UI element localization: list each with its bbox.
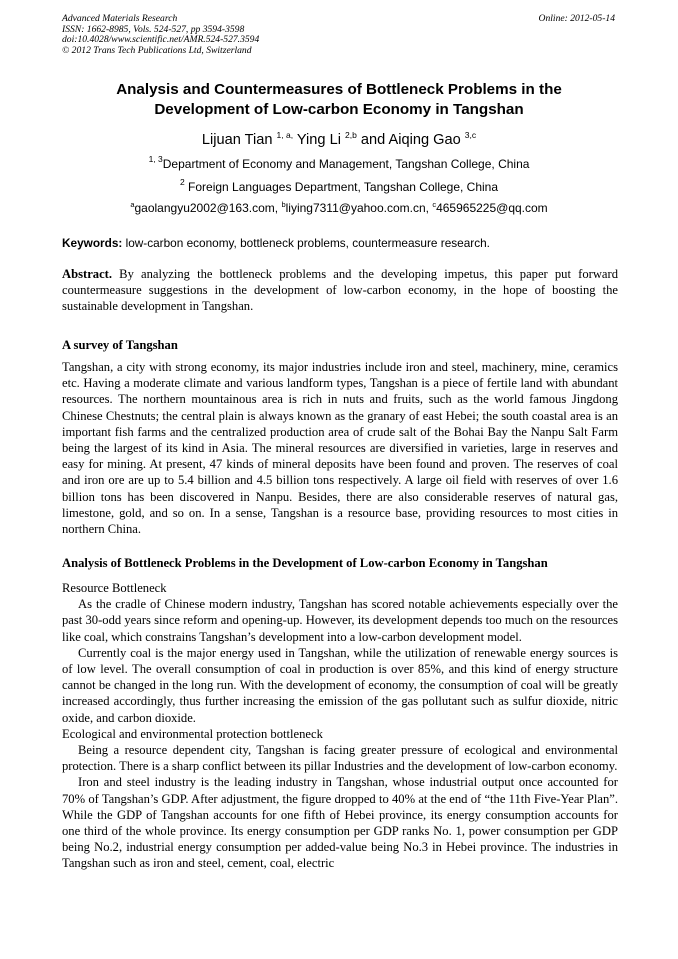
email-a-sup: a [130, 200, 135, 209]
issn-line: ISSN: 1662-8985, Vols. 524-527, pp 3594-3598 [62, 23, 245, 35]
title-line-1: Analysis and Countermeasures of Bottleneck Problems in the [116, 81, 562, 98]
author-2-sup: 2,b [345, 130, 357, 140]
section-1-paragraph: Tangshan, a city with strong economy, its major industries include iron and steel, machinery, mine, ceramics etc. Having a moderate climate and various landform types, Tangshan is a piece of fertile land with abundant resources. The northern mountainous area is rich in nuts and fruits, such as the world famous Jingdong Chinese Chestnuts; the central plain is always known as the granary of east Hebei; the south coastal area is an important fish farms and the centralized production area of crude salt of the Bohai Bay the Nanpu Salt Farm being the largest of its kind in Asia. The mineral resources are diversified in varieties, large in reserves and easy for mining. At present, 47 kinds of mineral deposits have been found and proven. The reserves of coal and iron ore are up to 5.4 billion and 4.5 billion tons respectively. A large oil field with reserves of over 1.6 billion tons has been discovered in Nanpu. Besides, there are also considerable reserves of natural gas, limestone, gold, and so on. In a sense, Tangshan is a resource base, providing resources to most cities in northern China. [62, 360, 618, 537]
email-a[interactable]: gaolangyu2002@163.com, [134, 201, 282, 215]
keywords-label: Keywords: [62, 236, 123, 250]
author-1-name: Lijuan Tian [201, 132, 277, 148]
abstract-label: Abstract. [62, 267, 113, 281]
affiliation-2-text: Foreign Languages Department, Tangshan College, China [184, 180, 499, 194]
email-b[interactable]: liying7311@yahoo.com.cn, [285, 201, 433, 215]
paragraph-coal: Currently coal is the major energy used in Tangshan, while the utilization of renewable energy sources is of low level. The overall consumption of coal in production is over 85%, and this kind of energy structure cannot be changed in the long run. With the development of economy, the consumption of coal will be greatly increased accordingly, thus further increasing the emission of the gas pollutant such as sulfur dioxide, nitric oxide, and carbon dioxide. [62, 645, 618, 725]
affiliation-2 [60, 177, 618, 194]
section-2-heading: Analysis of Bottleneck Problems in the Development of Low-carbon Economy in Tangshan [62, 556, 548, 570]
abstract-text: By analyzing the bottleneck problems and the developing impetus, this paper put forward countermeasure suggestions in the development of low-carbon economy, in the hope of boosting the sustainable development in Tangshan. [62, 267, 618, 314]
title-line-2: Development of Low-carbon Economy in Tangshan [154, 100, 524, 118]
keywords-text: low-carbon economy, bottleneck problems, countermeasure research. [122, 236, 490, 250]
email-c[interactable]: 465965225@qq.com [436, 201, 548, 215]
author-3-sup: 3,c [464, 130, 477, 140]
affiliation-2-sup: 2 [179, 177, 185, 187]
email-c-sup: c [432, 200, 437, 209]
affiliation-1 [60, 154, 618, 171]
copyright-line: © 2012 Trans Tech Publications Ltd, Switzerland [62, 44, 252, 56]
affiliation-1-text: Department of Economy and Management, Tangshan College, China [162, 157, 530, 171]
section-2-body [62, 580, 618, 872]
email-b-sup: b [281, 200, 286, 209]
online-date: Online: 2012-05-14 [538, 13, 615, 24]
subheading-resource-bottleneck: Resource Bottleneck [62, 581, 167, 595]
doi-line: doi:10.4028/www.scientific.net/AMR.524-527.3594 [62, 34, 260, 46]
journal-header [62, 14, 617, 56]
author-2-name: Ying Li [293, 132, 346, 148]
paragraph-cradle: As the cradle of Chinese modern industry, Tangshan has scored notable achievements especially over the past 30-odd years since reform and opening-up. However, its development depends too much on the resources like coal, which constrains Tangshan’s development into a low-carbon development model. [62, 597, 618, 644]
affiliation-1-sup: 1, 3 [148, 154, 163, 164]
paragraph-iron-steel: Iron and steel industry is the leading industry in Tangshan, whose industrial output once accounted for 70% of Tangshan’s GDP. After adjustment, the figure dropped to 40% at the end of “the 11th Five-Year Plan”. While the GDP of Tangshan accounts for one fifth of Hebei province, its energy consumption accounts for one third of the whole province. Its energy consumption per GDP ranks No. 1, power consumption per GDP being No.2, industrial energy consumption per added-value being No.3 in Hebei province. The industries in Tangshan such as iron and steel, cement, coal, electric [62, 775, 618, 871]
section-1-heading: A survey of Tangshan [62, 338, 178, 352]
paper-title [60, 80, 618, 119]
subheading-ecological: Ecological and environmental protection bottleneck [62, 726, 323, 741]
author-3-name: and Aiqing Gao [360, 132, 465, 148]
email-line [60, 201, 618, 215]
abstract [62, 266, 618, 315]
paragraph-resource-dependent: Being a resource dependent city, Tangshan is facing greater pressure of ecological and environmental protection. There is a sharp conflict between its pillar Industries and the development of low-carbon economy. [62, 743, 618, 774]
keywords [62, 236, 618, 250]
author-1-sup: 1, a, [276, 130, 294, 140]
journal-name: Advanced Materials Research [62, 13, 178, 24]
author-line [60, 131, 618, 149]
